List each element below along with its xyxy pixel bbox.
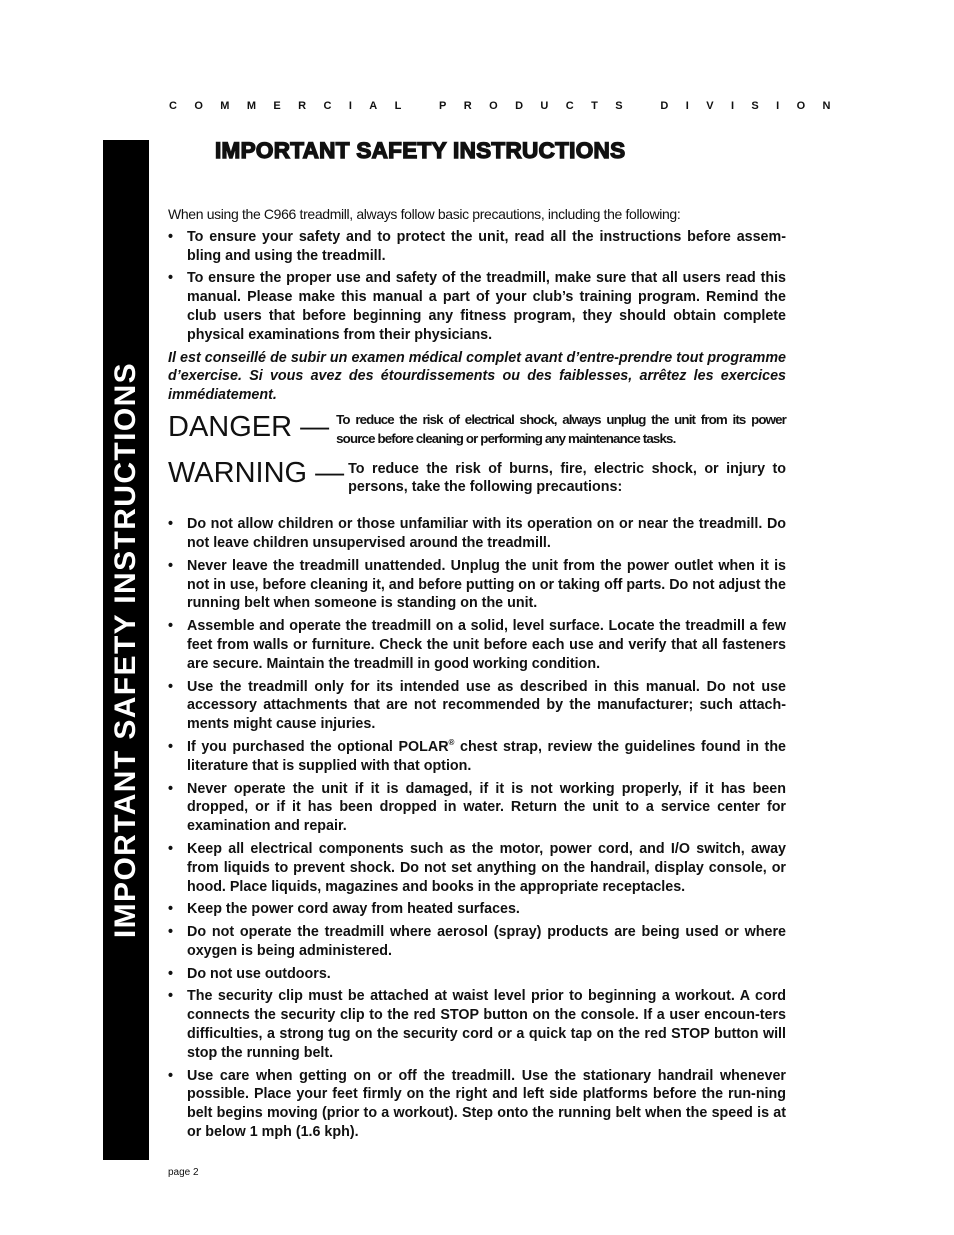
sidebar-title: IMPORTANT SAFETY INSTRUCTIONS: [109, 361, 142, 939]
list-item-text: Never operate the unit if it is damaged, if it is not working properly, if it has been dropped, or if it has been dropped in water. Return the unit to a service center for examination and repair.: [187, 780, 786, 835]
bullet-icon: •: [168, 557, 174, 574]
list-item-text: Assemble and operate the treadmill on a solid, level surface. Locate the treadmill a few feet from walls or furniture. Check the unit before each use and verify that all fasteners are secure. Maintain the treadmill in good working condition.: [187, 618, 786, 672]
list-item: [168, 900, 786, 919]
bullet-icon: •: [168, 678, 174, 695]
list-item: [168, 269, 786, 344]
bullet-icon: •: [168, 516, 174, 533]
list-item: [168, 987, 786, 1062]
list-item: [168, 1067, 786, 1142]
list-item: [168, 840, 786, 896]
list-item-text: Do not use outdoors.: [187, 965, 331, 982]
list-item-text: Keep all electrical components such as the motor, power cord, and I/O switch, away from liquids to prevent shock. Do not set anything on the handrail, display console, or hood. Place liquids, magazines and books in the appropriate receptacles.: [187, 840, 786, 895]
list-item-text: To ensure your safety and to protect the unit, read all the instructions before assem-bling and using the treadmill.: [187, 228, 786, 264]
page-title: IMPORTANT SAFETY INSTRUCTIONS: [215, 138, 626, 163]
list-item-text: Use care when getting on or off the treadmill. Use the stationary handrail whenever possible. Place your feet firmly on the right and left side platforms before the run-ning belt begins moving (prior to a workout). Step onto the running belt when the speed is at or below 1 mph (1.6 kph).: [187, 1067, 786, 1141]
list-item-text: Never leave the treadmill unattended. Unplug the unit from the power outlet when it is not in use, before cleaning it, and before putting on or taking off parts. Do not adjust the running belt when someone is standing on the unit.: [187, 557, 786, 612]
danger-text: To reduce the risk of electrical shock, always unplug the unit from its power source before cleaning or performing any maintenance tasks.: [336, 411, 786, 446]
list-item-text: The security clip must be attached at waist level prior to beginning a workout. A cord connects the security clip to the red STOP button on the console. If a user encoun-ters difficulties, a strong tug on the security cord or a quick tap on the red STOP button will stop the running belt.: [187, 988, 786, 1061]
registered-mark: ®: [448, 738, 455, 748]
main-content: [168, 205, 786, 1146]
list-item: [168, 228, 786, 266]
top-bullet-list: [168, 228, 786, 345]
list-item: [168, 738, 786, 776]
danger-notice: [168, 411, 786, 449]
bullet-icon: •: [168, 780, 174, 797]
bullet-icon: •: [168, 840, 174, 857]
bullet-icon: •: [168, 270, 174, 287]
bullet-icon: •: [168, 618, 174, 635]
polar-prefix: If you purchased the optional POLAR: [187, 738, 449, 755]
bullet-icon: •: [168, 924, 174, 941]
polar-suffix: chest strap, review the guidelines found in the literature that is supplied with that option.: [187, 738, 787, 774]
bullet-icon: •: [168, 988, 174, 1005]
list-item: [168, 780, 786, 836]
bullet-icon: •: [168, 738, 174, 755]
list-item-text: Keep the power cord away from heated surfaces.: [187, 901, 520, 918]
list-item-text: To ensure the proper use and safety of the treadmill, make sure that all users read this manual. Please make this manual a part of your club’s training program. Remind the club users that before beginning any fitness program, they should obtain complete physical examinations from their physicians.: [187, 270, 786, 343]
list-item-text: Do not operate the treadmill where aerosol (spray) products are being used or where oxygen is being administered.: [187, 924, 786, 959]
bullet-icon: •: [168, 965, 174, 982]
page-number: page 2: [168, 1167, 199, 1178]
list-item: [168, 965, 786, 984]
precautions-list: [168, 515, 786, 1142]
danger-label: DANGER —: [168, 410, 330, 443]
sidebar-band: [103, 140, 149, 1160]
list-item: [168, 557, 786, 613]
list-item-text: Do not allow children or those unfamiliar with its operation on or near the treadmill. Do not leave children unsupervised around the treadmill.: [187, 516, 786, 551]
division-header: COMMERCIAL PRODUCTS DIVISION: [169, 100, 848, 112]
warning-label: WARNING —: [168, 456, 345, 489]
bullet-icon: •: [168, 901, 174, 918]
warning-notice: [168, 457, 786, 498]
list-item: [168, 923, 786, 961]
bullet-icon: •: [168, 228, 174, 245]
list-item: [168, 515, 786, 553]
list-item: [168, 617, 786, 673]
intro-text: When using the C966 treadmill, always follow basic precautions, including the following:: [168, 206, 681, 222]
list-item-text: Use the treadmill only for its intended use as described in this manual. Do not use accessory attachments that are not recommended by the manufacturer; such attach-ments might cause injuries.: [187, 678, 786, 733]
list-item: [168, 678, 786, 734]
french-note: Il est conseillé de subir un examen médical complet avant d’entre-prendre tout programme d’exercise. Si vous avez des étourdissements ou des faiblesses, arrêtez les exercices immédiatement.: [168, 349, 786, 404]
bullet-icon: •: [168, 1067, 174, 1084]
warning-text: To reduce the risk of burns, fire, electric shock, or injury to persons, take the following precautions:: [348, 460, 786, 496]
